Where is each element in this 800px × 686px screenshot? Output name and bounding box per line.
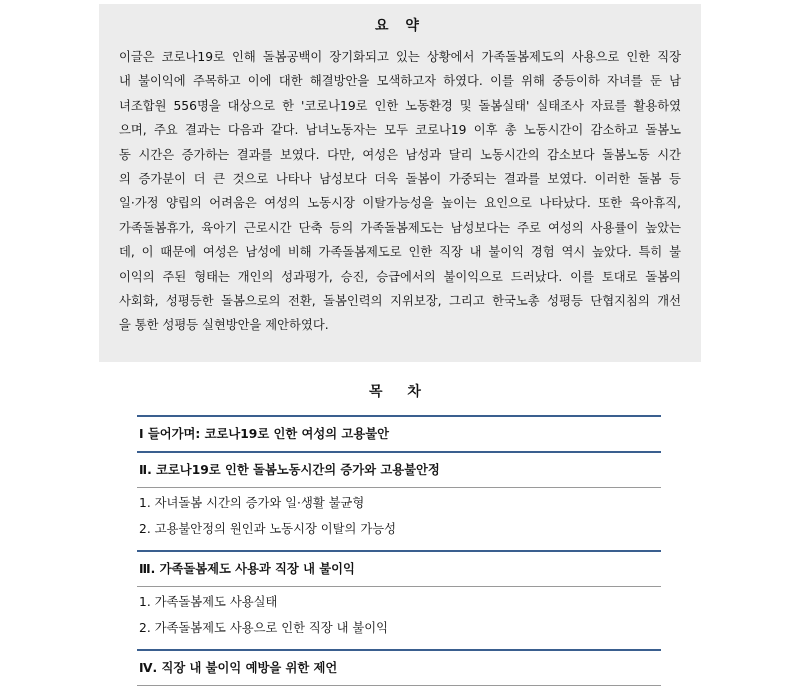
toc-item[interactable]: 1. 자녀돌봄 시간의 증가와 일·생활 불균형 bbox=[139, 496, 365, 510]
toc-item[interactable]: 1. 가족돌봄제도 사용실태 bbox=[139, 595, 278, 609]
toc-item[interactable]: 2. 가족돌봄제도 사용으로 인한 직장 내 불이익 bbox=[139, 621, 389, 635]
summary-line: 사회화, 성평등한 돌봄으로의 전환, 돌봄인력의 지위보장, 그리고 한국노총 성평등 단협지침의 개선 bbox=[119, 294, 681, 309]
table-of-contents bbox=[137, 415, 661, 686]
summary-line: 내 불이익에 주목하고 이에 대한 해결방안을 모색하고자 하였다. 이를 위해 중등이하 자녀를 둔 남 bbox=[119, 74, 681, 89]
toc-section-3 bbox=[137, 550, 661, 649]
toc-heading[interactable]: Ⅳ. 직장 내 불이익 예방을 위한 제언 bbox=[137, 651, 661, 686]
toc-item[interactable]: 2. 고용불안정의 원인과 노동시장 이탈의 가능성 bbox=[139, 522, 396, 536]
summary-line: 동 시간은 증가하는 결과를 보였다. 다만, 여성은 남성과 달리 노동시간의 감소보다 돌봄노동 시간 bbox=[119, 147, 681, 162]
toc-section-2 bbox=[137, 451, 661, 550]
summary-line: 이글은 코로나19로 인해 돌봄공백이 장기화되고 있는 상황에서 가족돌봄제도의 사용으로 인한 직장 bbox=[119, 50, 681, 64]
toc-item-list bbox=[137, 488, 661, 550]
toc-title: 목 차 bbox=[369, 384, 431, 400]
summary-line: 으며, 주요 결과는 다음과 같다. 남녀노동자는 모두 코로나19 이후 총 노동시간이 감소하고 돌봄노 bbox=[119, 123, 681, 138]
toc-heading[interactable]: Ⅲ. 가족돌봄제도 사용과 직장 내 불이익 bbox=[137, 552, 661, 587]
toc-heading[interactable]: Ⅱ. 코로나19로 인한 돌봄노동시간의 증가와 고용불안정 bbox=[137, 453, 661, 488]
summary-line: 일·가정 양립의 어려움은 여성의 노동시장 이탈가능성을 높이는 요인으로 나타났다. 또한 육아휴직, bbox=[119, 196, 681, 211]
toc-item-list bbox=[137, 587, 661, 649]
summary-line: 데, 이 때문에 여성은 남성에 비해 가족돌봄제도로 인한 직장 내 불이익 경험 역시 높았다. 특히 불 bbox=[119, 245, 681, 260]
toc-heading[interactable]: Ⅰ 들어가며: 코로나19로 인한 여성의 고용불안 bbox=[139, 427, 389, 441]
summary-line: 녀조합원 556명을 대상으로 한 '코로나19로 인한 노동환경 및 돌봄실태' 실태조사 자료를 활용하였 bbox=[119, 98, 681, 113]
toc-section-4 bbox=[137, 649, 661, 686]
summary-box bbox=[99, 4, 701, 362]
summary-line: 을 통한 성평등 실현방안을 제안하였다. bbox=[119, 318, 329, 333]
summary-line: 가족돌봄휴가, 육아기 근로시간 단축 등의 가족돌봄제도는 남성보다는 주로 여성의 사용률이 높았는 bbox=[119, 220, 681, 235]
toc-section-1 bbox=[137, 415, 661, 451]
summary-body bbox=[119, 45, 681, 338]
summary-title: 요 약 bbox=[375, 18, 425, 34]
summary-line: 의 증가분이 더 큰 것으로 나타나 남성보다 더욱 돌봄이 가중되는 결과를 보였다. 이러한 돌봄 등 bbox=[119, 172, 681, 187]
summary-line: 이익의 주된 형태는 개인의 성과평가, 승진, 승급에서의 불이익으로 드러났다. 이를 토대로 돌봄의 bbox=[119, 269, 681, 284]
